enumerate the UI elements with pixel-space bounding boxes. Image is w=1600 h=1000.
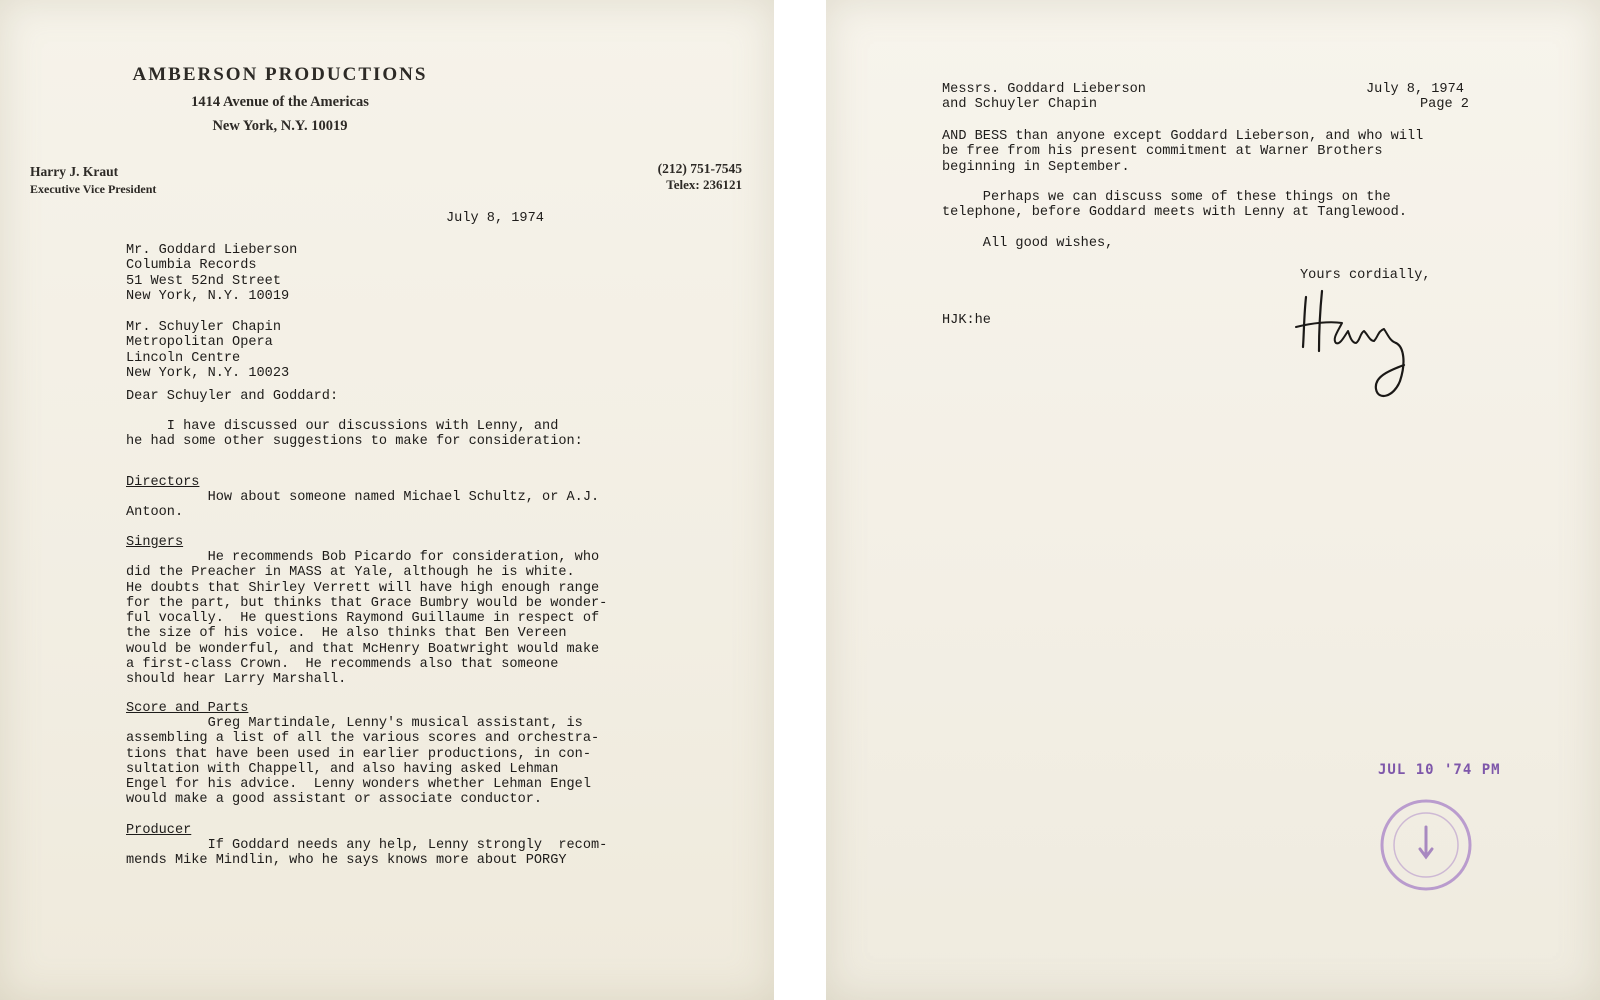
section-body-directors: How about someone named Michael Schultz, or A.J. Antoon. (126, 490, 600, 521)
salutation: Dear Schuyler and Goddard: (126, 389, 339, 404)
letterhead-company: AMBERSON PRODUCTIONS (132, 64, 428, 85)
page2-recipients: Messrs. Goddard Lieberson and Schuyler Chapin (942, 82, 1146, 113)
letterhead-phone: (212) 751-7545 (657, 161, 742, 176)
letterhead-address-line1: 1414 Avenue of the Americas (191, 94, 369, 110)
closing-line: Yours cordially, (1300, 268, 1431, 283)
section-heading-score-and-parts: Score and Parts (126, 701, 249, 716)
intro-paragraph: I have discussed our discussions with Lenny, and he had some other suggestions to make for consideration: (126, 419, 583, 450)
section-heading-singers: Singers (126, 535, 184, 550)
section-heading-directors: Directors (126, 475, 200, 490)
received-date-stamp: JUL 10 '74 PM (1378, 762, 1501, 778)
typist-initials: HJK:he (942, 313, 991, 328)
received-seal-stamp (1378, 797, 1474, 893)
section-heading-producer: Producer (126, 823, 192, 838)
letterhead-address-line2: New York, N.Y. 10019 (212, 118, 348, 134)
recipient-address-lieberson: Mr. Goddard Lieberson Columbia Records 51 West 52nd Street New York, N.Y. 10019 (126, 243, 298, 304)
letterhead-exec-title: Executive Vice President (30, 182, 157, 196)
handwritten-signature (1292, 285, 1422, 410)
continuation-paragraph: AND BESS than anyone except Goddard Lieberson, and who will be free from his present commitment at Warner Brothers beginning in September. (942, 129, 1424, 175)
section-body-producer: If Goddard needs any help, Lenny strongly recom- mends Mike Mindlin, who he says knows more about PORGY (126, 838, 608, 869)
recipient-address-chapin: Mr. Schuyler Chapin Metropolitan Opera Lincoln Centre New York, N.Y. 10023 (126, 320, 290, 381)
discussion-paragraph: Perhaps we can discuss some of these things on the telephone, before Goddard meets with Lenny at Tanglewood. (942, 190, 1407, 221)
letter-page-1 (0, 0, 774, 1000)
letterhead-telex: Telex: 236121 (666, 177, 742, 192)
section-body-singers: He recommends Bob Picardo for consideration, who did the Preacher in MASS at Yale, although he is white. He doubts that Shirley Verrett will have high enough range for the part, but thinks that Grace Bumbry would be wonder- ful vocally. He questions Raymond Guillaume in respect of the size of his voice. He also thinks that Ben Vereen would be wonderful, and that McHenry Boatwright would make a first-class Crown. He recommends also that someone should hear Larry Marshall. (126, 550, 608, 688)
letter-date: July 8, 1974 (446, 211, 544, 226)
page-number-label: Page 2 (1420, 97, 1469, 112)
page2-date: July 8, 1974 (1366, 82, 1464, 97)
letterhead-exec-name: Harry J. Kraut (30, 164, 119, 179)
good-wishes-line: All good wishes, (942, 236, 1114, 251)
letter-page-2 (826, 0, 1600, 1000)
section-body-score-and-parts: Greg Martindale, Lenny's musical assistant, is assembling a list of all the various scores and orchestra- tions that have been used in earlier productions, in con- sultation with Chappell, and also having asked Lehman Engel for his advice. Lenny wonders whether Lehman Engel would make a good assistant or associate conductor. (126, 716, 600, 808)
